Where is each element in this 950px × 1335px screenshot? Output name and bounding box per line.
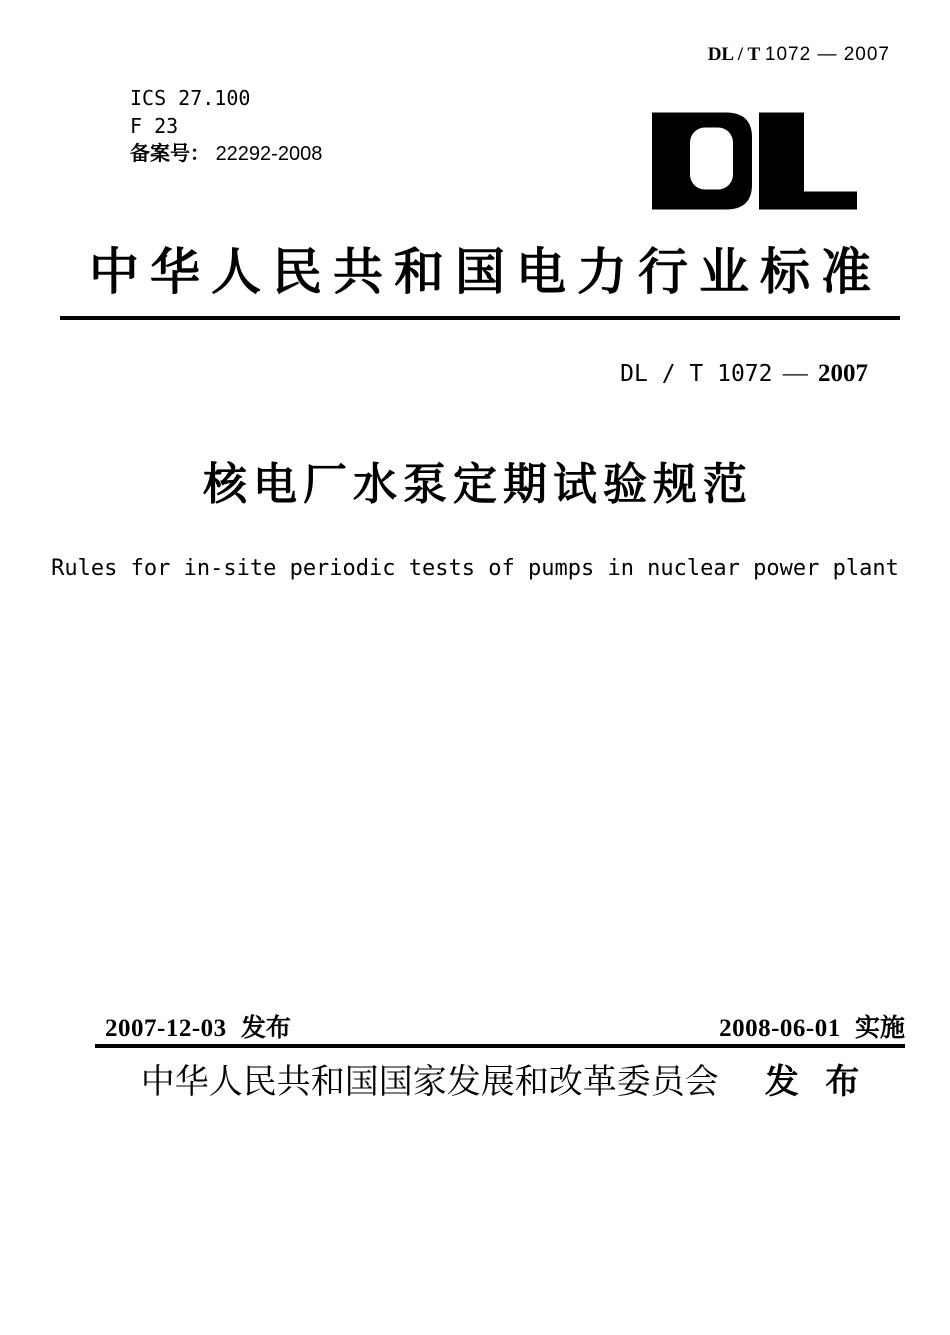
standard-code-prefix: DL / T <box>707 44 761 65</box>
issuing-authority: 中华人民共和国国家发展和改革委员会 <box>140 1064 719 1101</box>
footer-dates-row <box>95 1008 905 1044</box>
publish-label: 发 布 <box>764 1064 860 1101</box>
record-number-value: 22292-2008 <box>215 143 323 165</box>
classification-code: F 23 <box>130 114 179 138</box>
issue-date-line <box>95 1008 291 1044</box>
standard-number-year: 2007 <box>818 360 868 387</box>
document-title-en: Rules for in-site periodic tests of pumps in nuclear power plant <box>51 556 899 581</box>
standard-number-dash: — <box>782 360 808 387</box>
document-title-cn: 核电厂水泵定期试验规范 <box>203 460 753 509</box>
standard-code-header <box>708 44 890 66</box>
implement-date-label: 实施 <box>854 1014 905 1042</box>
standard-number-code: DL / T 1072 <box>620 361 773 387</box>
footer-issuer-row <box>95 1054 905 1103</box>
dl-logo <box>652 112 857 210</box>
implement-date: 2008-06-01 <box>719 1015 841 1042</box>
implement-date-line <box>719 1008 905 1044</box>
standard-type-heading: 中华人民共和国电力行业标准 <box>89 244 882 300</box>
record-number-label: 备案号： <box>130 143 210 165</box>
dl-logo-graphic <box>652 112 857 210</box>
header-rule <box>60 316 900 320</box>
ics-code: ICS 27.100 <box>130 86 251 110</box>
standard-number <box>620 360 868 388</box>
standard-code-number: 1072 — 2007 <box>764 44 890 65</box>
footer-rule <box>95 1044 905 1048</box>
ics-block <box>130 84 322 168</box>
issue-date-label: 发布 <box>240 1014 291 1042</box>
record-number-line <box>130 140 322 168</box>
issue-date: 2007-12-03 <box>105 1015 227 1042</box>
